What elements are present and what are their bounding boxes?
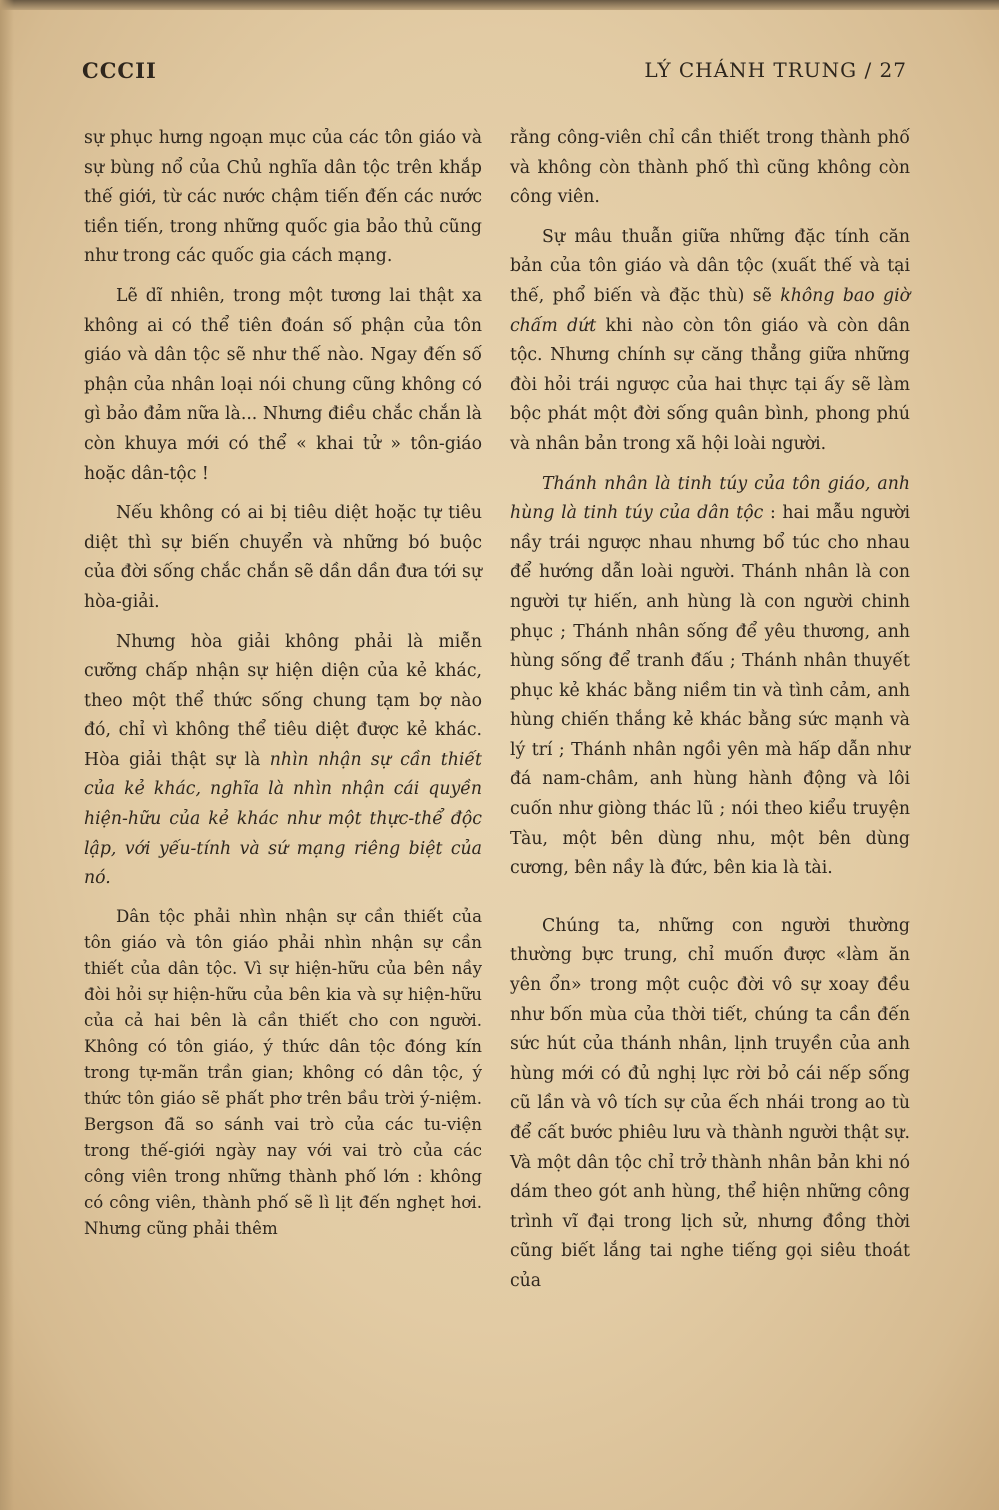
paragraph	[510, 223, 910, 460]
paragraph-text: Sự mâu thuẫn giữa những đặc tính căn bản của tôn giáo và dân tộc (xuất thế và tại thế, phổ biến và đặc thù) sẽ	[510, 226, 910, 306]
paragraph: Lẽ dĩ nhiên, trong một tương lai thật xa không ai có thể tiên đoán số phận của tôn giáo và dân tộc sẽ như thế nào. Ngay đến số phận của nhân loại nói chung cũng không có gì bảo đảm nữa là... Nhưng điều chắc chắn là còn khuya mới có thể « khai tử » tôn-giáo hoặc dân-tộc !	[84, 285, 482, 484]
page-top-edge	[0, 0, 999, 10]
italic-text: Thánh nhân là tinh túy của tôn giáo, anh hùng là tinh túy của dân tộc	[510, 473, 910, 524]
paragraph-text: khi nào còn tôn giáo và còn dân tộc. Nhưng chính sự căng thẳng giữa những đòi hỏi trái ngược của hai thực tại ấy sẽ làm bộc phát một đời sống quân bình, phong phú và nhân bản trong xã hội loài người.	[510, 315, 910, 454]
paragraph-text: : hai mẫu người nầy trái ngược nhau nhưng bổ túc cho nhau để hướng dẫn loài người. Thánh nhân là con người tự hiến, anh hùng là con người chinh phục ; Thánh nhân sống để yêu thương, anh hùng sống để tranh đấu ; Thánh nhân thuyết phục kẻ khác bằng niềm tin và tình cảm, anh hùng chiến thắng kẻ khác bằng sức mạnh và lý trí ; Thánh nhân ngồi yên mà hấp dẫn như đá nam-châm, anh hùng hành động và lôi cuốn như giòng thác lũ ; nói theo kiểu truyện Tàu, một bên dùng nhu, một bên dùng cương, bên nầy là đức, bên kia là tài.	[510, 503, 910, 879]
paragraph: Dân tộc phải nhìn nhận sự cần thiết của tôn giáo và tôn giáo phải nhìn nhận sự cần thiết của dân tộc. Vì sự hiện-hữu của bên nầy đòi hỏi sự hiện-hữu của bên kia và sự hiện-hữu của cả hai bên là cần thiết cho con người. Không có tôn giáo, ý thức dân tộc đóng kín trong tự-mãn trần gian; không có dân tộc, ý thức tôn giáo sẽ phất phơ trên bầu trời ý-niệm. Bergson đã so sánh vai trò của các tu-viện trong thế-giới ngày nay với vai trò của các công viên trong những thành phố lớn : không có công viên, thành phố sẽ lì lịt đến nghẹt hơi. Nhưng cũng phải thêm	[84, 906, 482, 1238]
paragraph-text: Nhưng hòa giải không phải là miễn cưỡng chấp nhận sự hiện diện của kẻ khác, theo một thể thức sống chung tạm bợ nào đó, chỉ vì không thể tiêu diệt được kẻ khác. Hòa giải thật sự là	[84, 631, 482, 770]
paragraph: sự phục hưng ngoạn mục của các tôn giáo và sự bùng nổ của Chủ nghĩa dân tộc trên khắp thế giới, từ các nước chậm tiến đến các nước tiền tiến, trong những quốc gia bảo thủ cũng như trong các quốc gia cách mạng.	[84, 128, 482, 267]
left-column	[84, 124, 482, 1252]
paragraph: Chúng ta, những con người thường thường bực trung, chỉ muốn được «làm ăn yên ổn» trong một cuộc đời vô sự xoay đều như bốn mùa của thời tiết, chúng ta cần đến sức hút của thánh nhân, lịnh truyền của anh hùng mới có đủ nghị lực rời bỏ cái nếp sống cũ lần và vô tích sự của ếch nhái trong ao tù để cất bước phiêu lưu và thành người thật sự. Và một dân tộc chỉ trở thành nhân bản khi nó dám theo gót anh hùng, thể hiện những công trình vĩ đại trong lịch sử, nhưng đồng thời cũng biết lắng tai nghe tiếng gọi siêu thoát của	[510, 915, 910, 1291]
paragraph	[510, 470, 910, 884]
right-column	[510, 124, 910, 1307]
italic-text: nhìn nhận sự cần thiết của kẻ khác, nghĩa là nhìn nhận cái quyền hiện-hữu của kẻ khác như một thực-thể độc lập, với yếu-tính và sứ mạng riêng biệt của nó.	[84, 749, 482, 889]
page-fold-shadow	[0, 0, 14, 1510]
running-title: LÝ CHÁNH TRUNG / 27	[644, 58, 907, 82]
paragraph	[84, 628, 482, 894]
italic-text: không bao giờ chấm dứt	[510, 285, 910, 336]
paragraph: Nếu không có ai bị tiêu diệt hoặc tự tiêu diệt thì sự biến chuyển và những bó buộc của đời sống chắc chắn sẽ dần dần đưa tới sự hòa-giải.	[84, 503, 482, 612]
page-number: CCCII	[82, 58, 157, 83]
paragraph: rằng công-viên chỉ cần thiết trong thành phố và không còn thành phố thì cũng không còn công viên.	[510, 128, 910, 208]
